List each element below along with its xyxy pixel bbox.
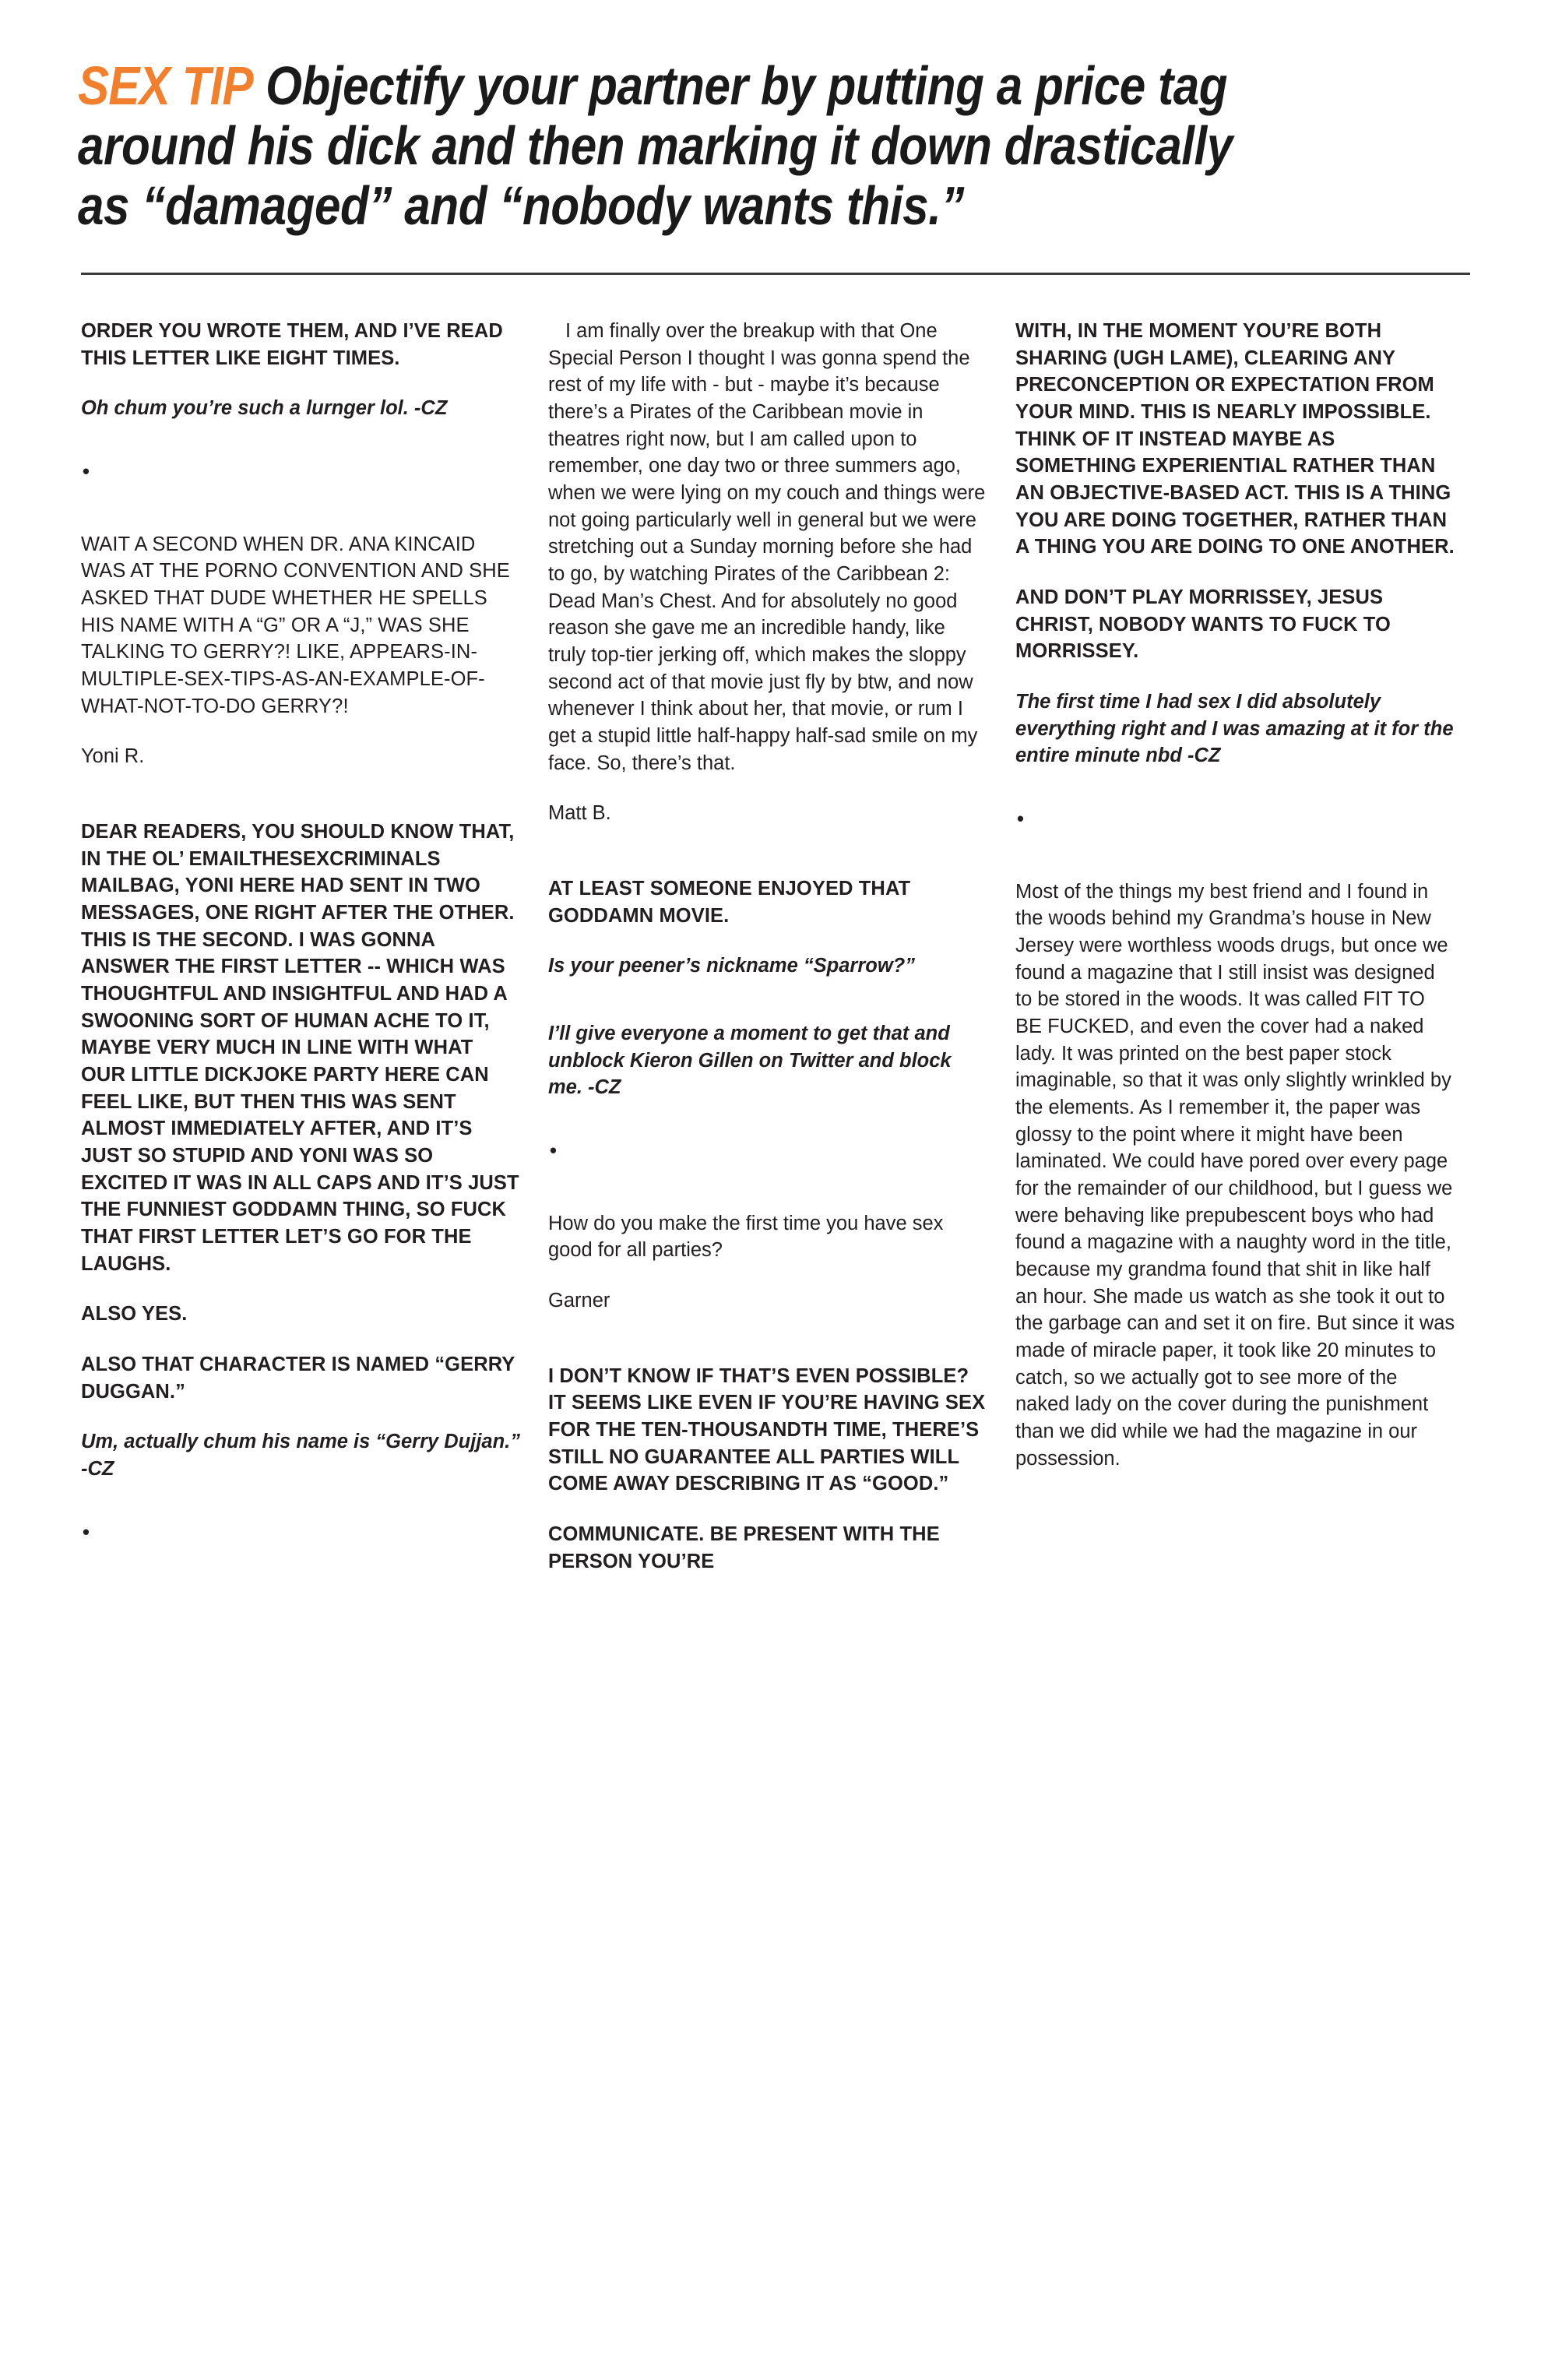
headline-kicker: SEX TIP bbox=[78, 55, 253, 116]
section-bullet-separator: • bbox=[1017, 808, 1024, 831]
reader-letter-paragraph: Most of the things my best friend and I found in the woods behind my Grandma’s house in New Jersey were worthless woods drugs, but once we found a magazine that I still insist was designed to be stored in the woods. It was called FIT TO BE FUCKED, and even the cover had a naked lady. It was printed on the best paper stock imaginable, so that it was only slightly wrinkled by the elements. As I remember it, the paper was glossy to the point where it might have been laminated. We could have pored over every page for the remainder of our childhood, but I guess we were behaving like prepubescent boys who had found a magazine with a naughty word in the title, because my grandma found that shit in like half an hour. She made us watch as she took it out to the garbage can and set it on fire. But since it was made of miracle paper, it took like 20 minutes to catch, so we actually got to see more of the naked lady on the cover during the punishment than we did while we had the magazine in our possession. bbox=[1015, 880, 1455, 1470]
reader-letter-paragraph: I am finally over the breakup with that One Special Person I thought I was gonna spend the rest of my life with - but - maybe it’s because there’s a Pirates of the Caribbean movie in theatres right now, but I am called upon to remember, one day two or three summers ago, when we were lying on my couch and things were not going particularly well in general but we were stretching out a Sunday morning before she had to go, by watching Pirates of the Caribbean 2: Dead Man’s Chest. And for absolutely no good reason she gave me an incredible handy, like truly top-tier jerking off, which makes the sloppy second act of that movie just fly by btw, and now whenever I think about her, that movie, or rum I get a stupid little half-happy half-sad smile on my face. So, there’s that. bbox=[548, 320, 986, 774]
column-2 bbox=[548, 318, 988, 1575]
cz-annotation: Oh chum you’re such a lurnger lol. -CZ bbox=[81, 397, 448, 420]
editor-response-paragraph: ORDER YOU WROTE THEM, AND I’VE READ THIS LETTER LIKE EIGHT TIMES. bbox=[81, 320, 503, 369]
cz-annotation: Um, actually chum his name is “Gerry Dujjan.” -CZ bbox=[81, 1431, 521, 1480]
editor-response-paragraph: AT LEAST SOMEONE ENJOYED THAT GODDAMN MOVIE. bbox=[548, 878, 911, 927]
reader-signature: Garner bbox=[548, 1289, 610, 1311]
headline-body: Objectify your partner by putting a price tag around his dick and then marking it down drastically as “damaged” and “nobody wants this.” bbox=[78, 55, 1233, 236]
page-headline bbox=[78, 56, 1479, 236]
cz-annotation: The first time I had sex I did absolutely everything right and I was amazing at it for the entire minute nbd -CZ bbox=[1015, 691, 1454, 767]
reader-signature: Matt B. bbox=[548, 802, 611, 825]
editor-response-paragraph: AND DON’T PLAY MORRISSEY, JESUS CHRIST, NOBODY WANTS TO FUCK TO MORRISSEY. bbox=[1015, 586, 1391, 663]
column-3 bbox=[1015, 318, 1455, 1472]
section-bullet-separator: • bbox=[550, 1140, 557, 1163]
editor-response-paragraph: WITH, IN THE MOMENT YOU’RE BOTH SHARING (UGH LAME), CLEARING ANY PRECONCEPTION OR EXPECTATION FROM YOUR MIND. THIS IS NEARLY IMPOSSIBLE. THINK OF IT INSTEAD MAYBE AS SOMETHING EXPERIENTIAL RATHER THAN AN OBJECTIVE-BASED ACT. THIS IS A THING YOU ARE DOING TOGETHER, RATHER THAN A THING YOU ARE DOING TO ONE ANOTHER. bbox=[1015, 320, 1455, 558]
header-divider-rule bbox=[81, 273, 1470, 275]
cz-annotation: I’ll give everyone a moment to get that and unblock Kieron Gillen on Twitter and block me. -CZ bbox=[548, 1023, 952, 1099]
article-columns bbox=[81, 318, 1483, 2327]
editor-response-paragraph: ALSO YES. bbox=[81, 1303, 188, 1326]
cz-annotation: Is your peener’s nickname “Sparrow?” bbox=[548, 955, 915, 977]
section-bullet-separator: • bbox=[83, 461, 90, 484]
reader-signature: Yoni R. bbox=[81, 745, 145, 768]
editor-response-paragraph: I DON’T KNOW IF THAT’S EVEN POSSIBLE? IT SEEMS LIKE EVEN IF YOU’RE HAVING SEX FOR THE TEN-THOUSANDTH TIME, THERE’S STILL NO GUARANTEE ALL PARTIES WILL COME AWAY DESCRIBING IT AS “GOOD.” bbox=[548, 1364, 986, 1495]
column-1 bbox=[81, 318, 521, 1543]
reader-letter-paragraph: WAIT A SECOND WHEN DR. ANA KINCAID WAS AT THE PORNO CONVENTION AND SHE ASKED THAT DUDE WHETHER HE SPELLS HIS NAME WITH A “G” OR A “J,” WAS SHE TALKING TO GERRY?! LIKE, APPEARS-IN-MULTIPLE-SEX-TIPS-AS-AN-EXAMPLE-OF-WHAT-NOT-TO-DO GERRY?! bbox=[81, 533, 510, 717]
editor-response-paragraph: DEAR READERS, YOU SHOULD KNOW THAT, IN THE OL’ EMAILTHESEXCRIMINALS MAILBAG, YONI HERE HAD SENT IN TWO MESSAGES, ONE RIGHT AFTER THE OTHER. THIS IS THE SECOND. I WAS GONNA ANSWER THE FIRST LETTER -- WHICH WAS THOUGHTFUL AND INSIGHTFUL AND HAD A SWOONING SORT OF HUMAN ACHE TO IT, MAYBE VERY MUCH IN LINE WITH WHAT OUR LITTLE DICKJOKE PARTY HERE CAN FEEL LIKE, BUT THEN THIS WAS SENT ALMOST IMMEDIATELY AFTER, AND IT’S JUST SO STUPID AND YONI WAS SO EXCITED IT WAS IN ALL CAPS AND IT’S JUST THE FUNNIEST GODDAMN THING, SO FUCK THAT FIRST LETTER LET’S GO FOR THE LAUGHS. bbox=[81, 820, 519, 1275]
section-bullet-separator: • bbox=[83, 1521, 90, 1544]
headline-text bbox=[78, 56, 1283, 236]
editor-response-paragraph: COMMUNICATE. BE PRESENT WITH THE PERSON YOU’RE bbox=[548, 1523, 940, 1572]
editor-response-paragraph: ALSO THAT CHARACTER IS NAMED “GERRY DUGGAN.” bbox=[81, 1353, 515, 1403]
reader-letter-paragraph: How do you make the first time you have sex good for all parties? bbox=[548, 1212, 944, 1262]
